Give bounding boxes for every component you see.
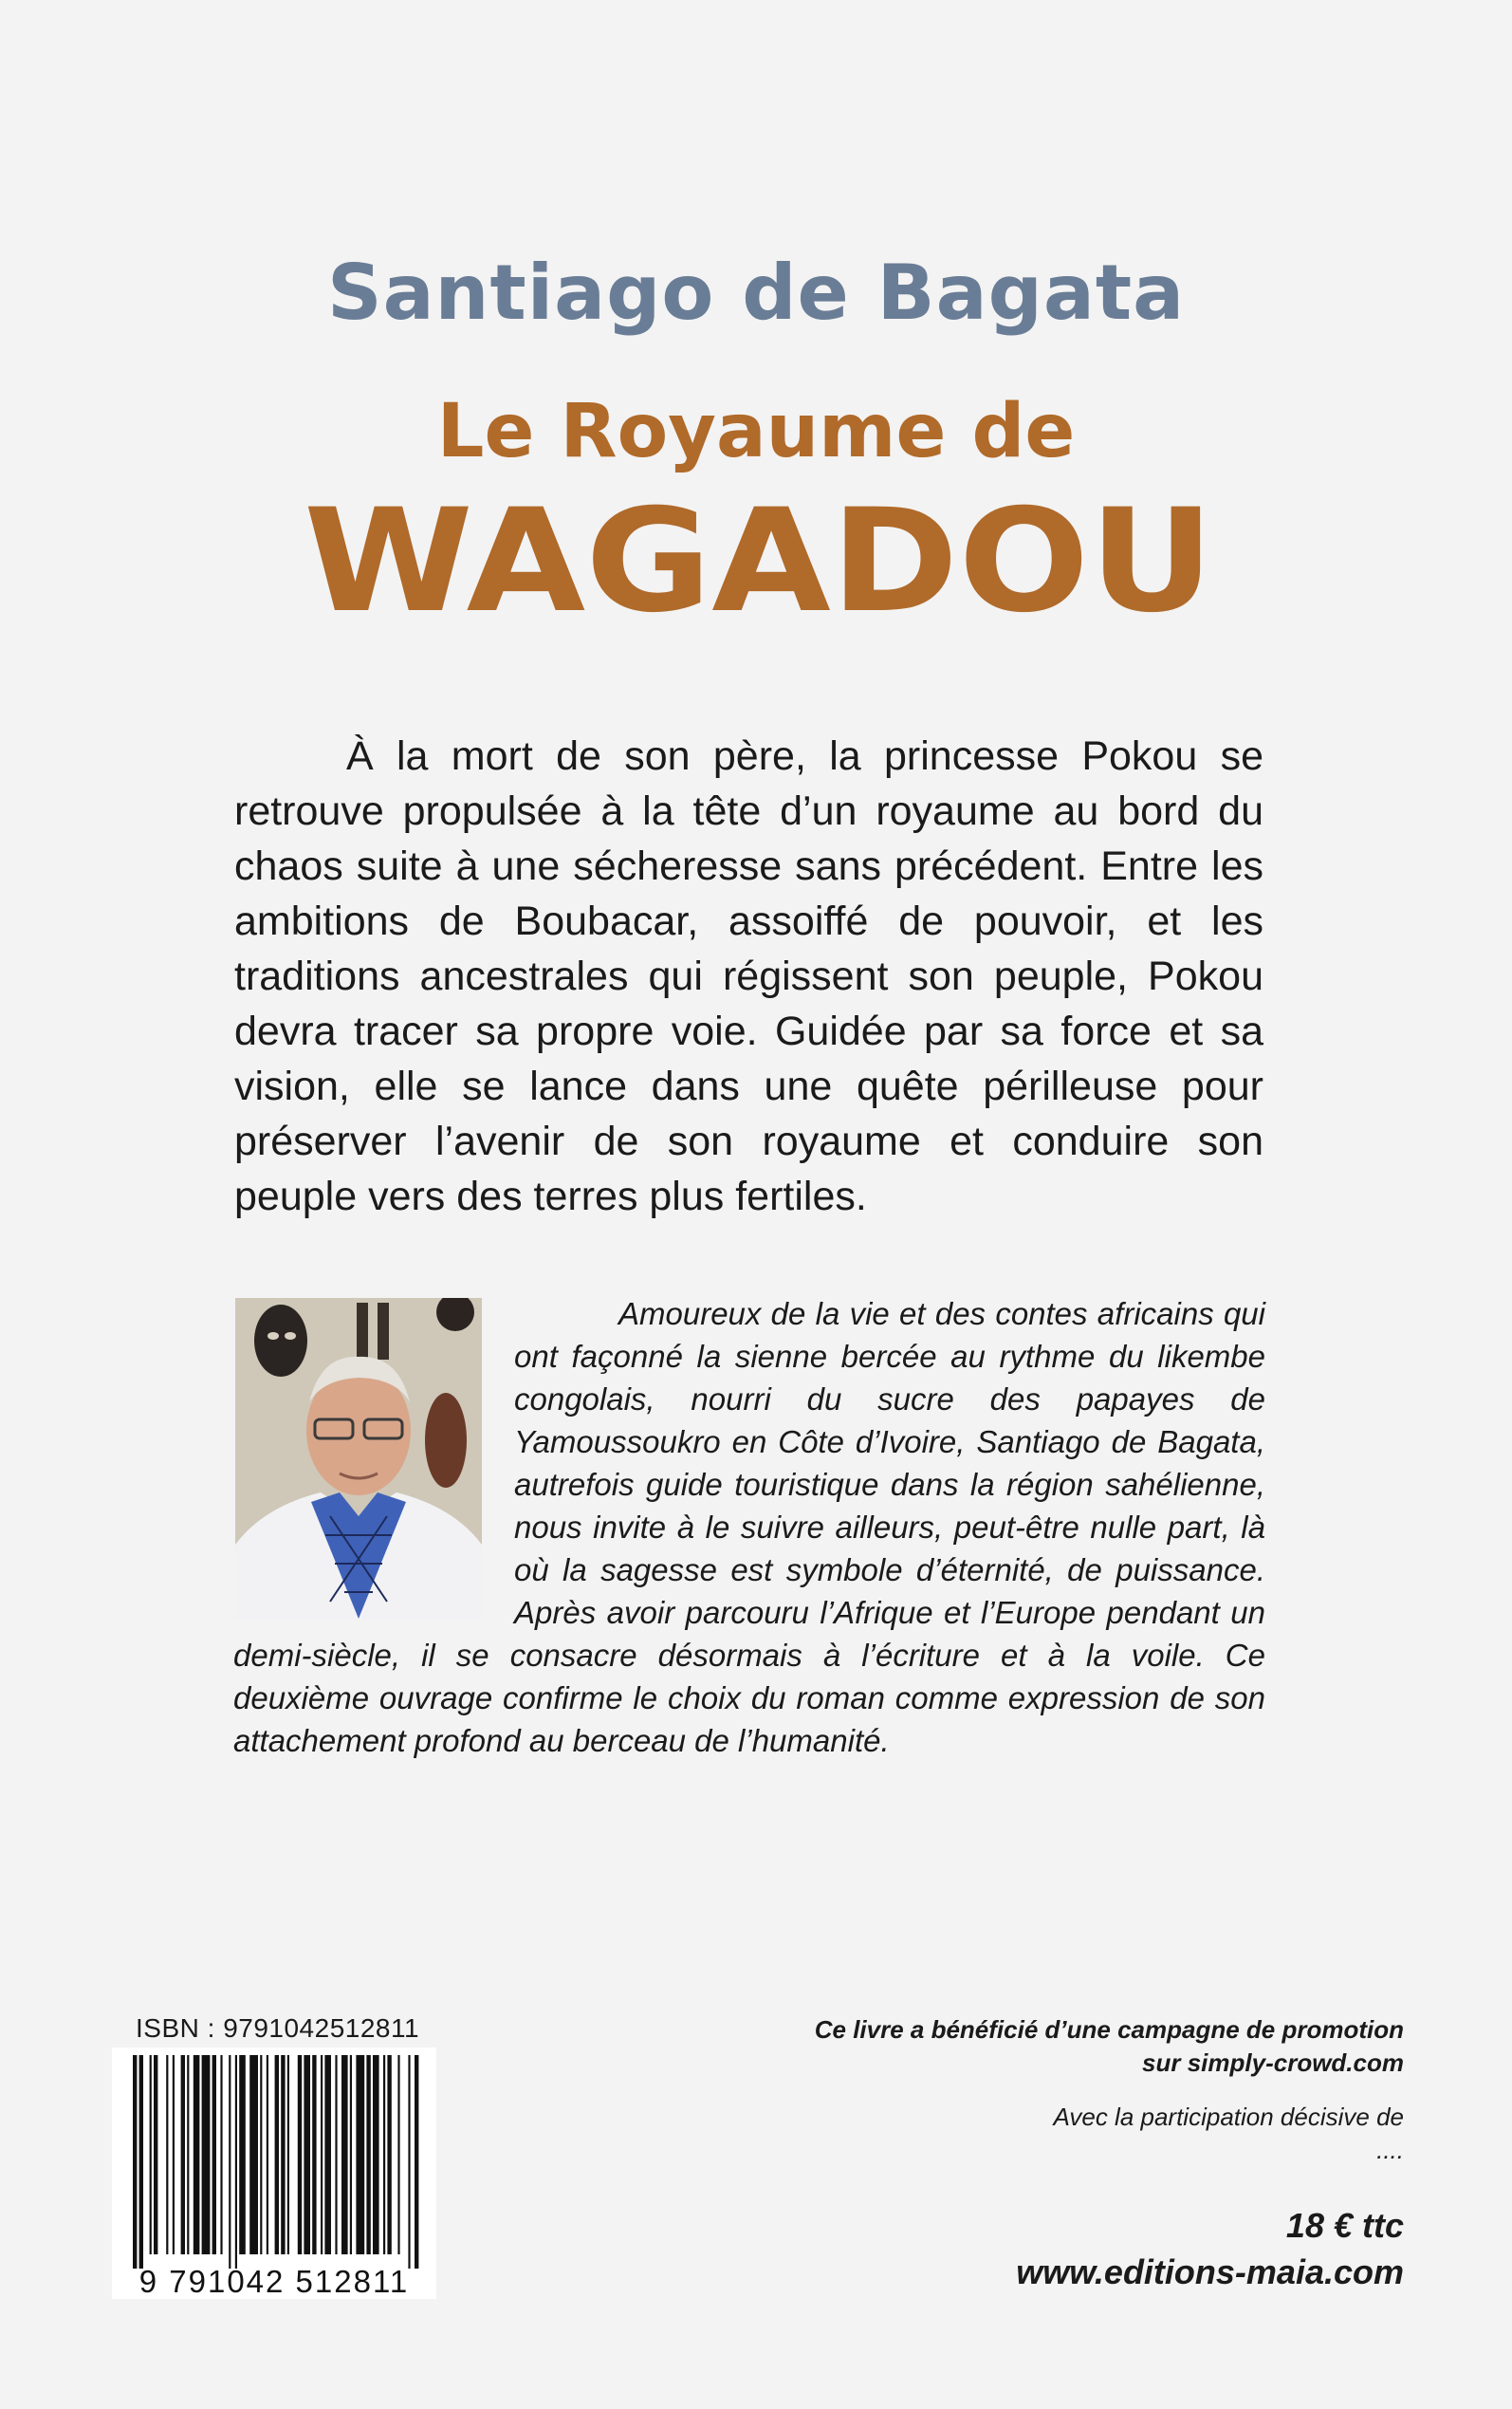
barcode-bar xyxy=(166,2055,168,2254)
barcode-bar xyxy=(267,2055,268,2254)
barcode-bar xyxy=(150,2055,152,2254)
barcode-bar xyxy=(335,2055,337,2254)
book-subtitle: Le Royaume de xyxy=(436,389,1076,474)
book-summary: À la mort de son père, la princesse Pokou se retrouve propulsée à la tête d’un royaume au bord du chaos suite à une sécheresse sans précédent. Entre les ambitions de Boubacar, assoiffé de pouvoir, et les traditions ancestrales qui régissent son peuple, Pokou devra tracer sa propre voie. Guidée par sa force et sa vision, elle se lance dans une quête périlleuse pour préserver l’avenir de son royaume et conduire son peuple vers des terres plus fertiles. xyxy=(234,733,1263,1219)
barcode-bar xyxy=(341,2055,348,2254)
book-title xyxy=(294,489,1224,631)
barcode-bar xyxy=(260,2055,262,2254)
barcode-bar xyxy=(356,2055,364,2254)
barcode-bar xyxy=(202,2055,211,2254)
barcode-bar xyxy=(312,2055,316,2254)
price: 18 € ttc xyxy=(1285,2206,1404,2245)
barcode-bar xyxy=(249,2055,258,2254)
barcode-bar xyxy=(194,2055,200,2254)
barcode-bar xyxy=(350,2055,352,2254)
barcode-bar xyxy=(408,2055,410,2269)
barcode-bar xyxy=(304,2055,310,2254)
barcode-bar xyxy=(298,2055,302,2254)
barcode xyxy=(112,2048,436,2299)
barcode-bar xyxy=(387,2055,391,2254)
barcode-bar xyxy=(415,2055,418,2269)
barcode-bar xyxy=(383,2055,385,2254)
partner-line-1: Avec la participation décisive de xyxy=(1053,2103,1404,2131)
promo-line-1: Ce livre a bénéficié d’une campagne de promotion xyxy=(814,2015,1404,2044)
barcode-bar xyxy=(181,2055,185,2254)
partner-line-2: .... xyxy=(1376,2136,1404,2164)
publisher-website: www.editions-maia.com xyxy=(1016,2252,1404,2291)
barcode-bar xyxy=(133,2055,137,2269)
isbn-label: ISBN : 9791042512811 xyxy=(136,2013,420,2043)
author-bio xyxy=(233,1292,1265,1762)
barcode-bar xyxy=(321,2055,323,2254)
barcode-bar xyxy=(239,2055,246,2254)
barcode-bar xyxy=(212,2055,216,2254)
photo-spacer xyxy=(233,1292,514,1622)
barcode-bar xyxy=(397,2055,399,2254)
barcode-bar xyxy=(220,2055,222,2254)
barcode-bar xyxy=(173,2055,175,2254)
promo-line-2: sur simply-crowd.com xyxy=(1142,2048,1404,2077)
barcode-bar xyxy=(229,2055,230,2269)
barcode-bar xyxy=(324,2055,331,2254)
barcode-bar xyxy=(139,2055,143,2269)
barcode-bar xyxy=(187,2055,189,2254)
author-name: Santiago de Bagata xyxy=(326,249,1186,337)
partner-note xyxy=(740,2101,1404,2167)
barcode-bar xyxy=(373,2055,379,2254)
barcode-bar xyxy=(281,2055,285,2254)
barcode-bar xyxy=(154,2055,157,2254)
barcode-bar xyxy=(366,2055,370,2254)
barcode-bar xyxy=(287,2055,289,2254)
barcode-bar xyxy=(235,2055,237,2269)
barcode-bar xyxy=(275,2055,279,2254)
barcode-digits: 9 791042 512811 xyxy=(138,2264,410,2299)
author-bio-text: Amoureux de la vie et des contes africains qui ont façonné la sienne bercée au rythme du likembe congolais, nourri du sucre des papayes de Yamoussoukro en Côte d’Ivoire, Santiago de Bagata, autrefois guide touristique dans la région sahélienne, nous invite à le suivre ailleurs, peut-être nulle part, là où la sagesse est symbole d’éternité, de puissance. Après avoir parcouru l’Afrique et l’Europe pendant un demi-siècle, il se consacre désormais à l’écriture et à la voile. Ce deuxième ouvrage confirme le choix du roman comme expression de son attachement profond au berceau de l’humanité. xyxy=(233,1296,1265,1758)
promo-note xyxy=(740,2013,1404,2080)
book-title-text: WAGADOU xyxy=(304,489,1214,631)
